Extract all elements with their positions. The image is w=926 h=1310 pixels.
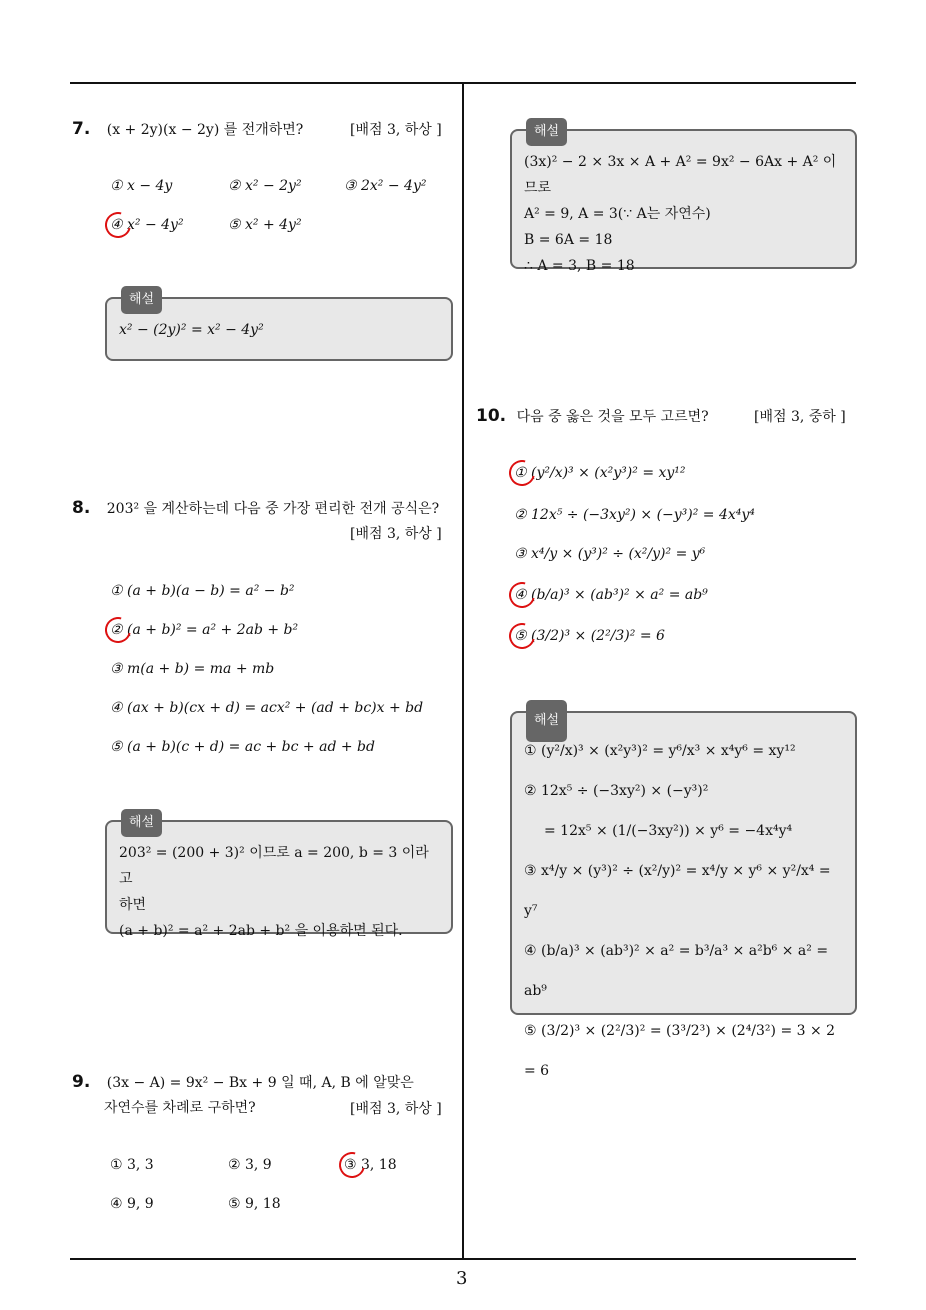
solution-line: ① (y²/x)³ × (x²y³)² = y⁶/x³ × x⁴y⁶ = xy¹² xyxy=(524,743,796,759)
solution-label: 해설 xyxy=(526,700,567,742)
q7-option-5[interactable]: ⑤ x² + 4y² xyxy=(228,217,302,233)
solution-line: ⑤ (3/2)³ × (2²/3)² = (3³/2³) × (2⁴/3²) = 3 × 2 = 6 xyxy=(524,1023,836,1079)
q9-option-3[interactable]: ③ 3, 18 xyxy=(344,1157,397,1173)
solution-label: 해설 xyxy=(121,809,162,837)
solution-line: 203² = (200 + 3)² 이므로 a = 200, b = 3 이라고 xyxy=(119,845,429,887)
solution-line: (a + b)² = a² + 2ab + b² 을 이용하면 된다. xyxy=(119,923,403,939)
answer-mark-circle xyxy=(100,207,136,243)
q8-option-3[interactable]: ③ m(a + b) = ma + mb xyxy=(110,661,275,677)
page-number: 3 xyxy=(456,1268,468,1289)
question-text: (x + 2y)(x − 2y) 를 전개하면? xyxy=(106,122,304,138)
bottom-rule xyxy=(70,1258,856,1260)
question-number: 10. xyxy=(476,406,507,426)
solution-line: A² = 9, A = 3(∵ A는 자연수) xyxy=(524,206,711,222)
solution-line: ③ x⁴/y × (y³)² ÷ (x²/y)² = x⁴/y × y⁶ × y²/x⁴ = y⁷ xyxy=(524,863,831,919)
answer-mark-circle xyxy=(504,618,540,654)
question-text: (3x − A) = 9x² − Bx + 9 일 때, A, B 에 알맞은 xyxy=(106,1075,414,1091)
solution-label: 해설 xyxy=(526,118,567,146)
q10-solution-box xyxy=(510,711,857,1079)
question-7-meta: [배점 3, 하상 ] xyxy=(350,122,442,138)
q7-option-1[interactable]: ① x − 4y xyxy=(110,178,173,194)
solution-line: B = 6A = 18 xyxy=(524,232,613,248)
question-8-meta: [배점 3, 하상 ] xyxy=(350,526,442,542)
q10-option-3[interactable]: ③ x⁴/y × (y³)² ÷ (x²/y)² = y⁶ xyxy=(514,546,706,562)
solution-label: 해설 xyxy=(121,286,162,314)
solution-line: (3x)² − 2 × 3x × A + A² = 9x² − 6Ax + A² 이므로 xyxy=(524,154,837,196)
answer-mark-circle xyxy=(100,612,136,648)
q9-option-2[interactable]: ② 3, 9 xyxy=(228,1157,272,1173)
answer-mark-circle xyxy=(504,577,540,613)
q10-option-5[interactable]: ⑤ (3/2)³ × (2²/3)² = 6 xyxy=(514,628,665,644)
question-number: 9. xyxy=(72,1072,91,1092)
q8-option-1[interactable]: ① (a + b)(a − b) = a² − b² xyxy=(110,583,295,599)
solution-line: ④ (b/a)³ × (ab³)² × a² = b³/a³ × a²b⁶ × a² = ab⁹ xyxy=(524,943,829,999)
q8-option-2[interactable]: ② (a + b)² = a² + 2ab + b² xyxy=(110,622,299,638)
q10-option-1[interactable]: ① (y²/x)³ × (x²y³)² = xy¹² xyxy=(514,465,686,481)
question-9 xyxy=(72,1071,457,1094)
column-divider xyxy=(462,82,464,1260)
question-number: 7. xyxy=(72,119,91,139)
q7-option-3[interactable]: ③ 2x² − 4y² xyxy=(344,178,427,194)
q8-solution-box xyxy=(105,815,453,939)
question-9-meta: [배점 3, 하상 ] xyxy=(350,1101,442,1117)
question-text: 203² 을 계산하는데 다음 중 가장 편리한 전개 공식은? xyxy=(106,501,440,517)
q9-option-4[interactable]: ④ 9, 9 xyxy=(110,1196,154,1212)
q7-option-2[interactable]: ② x² − 2y² xyxy=(228,178,302,194)
solution-line: x² − (2y)² = x² − 4y² xyxy=(119,322,264,338)
q9-option-5[interactable]: ⑤ 9, 18 xyxy=(228,1196,281,1212)
q8-option-4[interactable]: ④ (ax + b)(cx + d) = acx² + (ad + bc)x + bd xyxy=(110,700,424,716)
question-number: 8. xyxy=(72,498,91,518)
question-8 xyxy=(72,497,457,520)
q9-option-1[interactable]: ① 3, 3 xyxy=(110,1157,154,1173)
answer-mark-circle xyxy=(334,1147,370,1183)
solution-line: ∴ A = 3, B = 18 xyxy=(524,258,635,274)
solution-line: ② 12x⁵ ÷ (−3xy²) × (−y³)² xyxy=(524,783,709,799)
solution-line: = 12x⁵ × (1/(−3xy²)) × y⁶ = −4x⁴y⁴ xyxy=(544,823,793,839)
solution-line: 하면 xyxy=(119,897,147,913)
q8-option-5[interactable]: ⑤ (a + b)(c + d) = ac + bc + ad + bd xyxy=(110,739,375,755)
question-10-meta: [배점 3, 중하 ] xyxy=(754,409,846,425)
q10-option-4[interactable]: ④ (b/a)³ × (ab³)² × a² = ab⁹ xyxy=(514,587,708,603)
q7-solution-box xyxy=(105,292,453,361)
question-10 xyxy=(476,405,776,428)
q10-option-2[interactable]: ② 12x⁵ ÷ (−3xy²) × (−y³)² = 4x⁴y⁴ xyxy=(514,507,755,523)
q7-option-4[interactable]: ④ x² − 4y² xyxy=(110,217,184,233)
q9-solution-box xyxy=(510,124,857,274)
question-9-line2: 자연수를 차례로 구하면? xyxy=(104,1100,256,1116)
question-text: 다음 중 옳은 것을 모두 고르면? xyxy=(516,409,709,425)
answer-mark-circle xyxy=(504,455,540,491)
